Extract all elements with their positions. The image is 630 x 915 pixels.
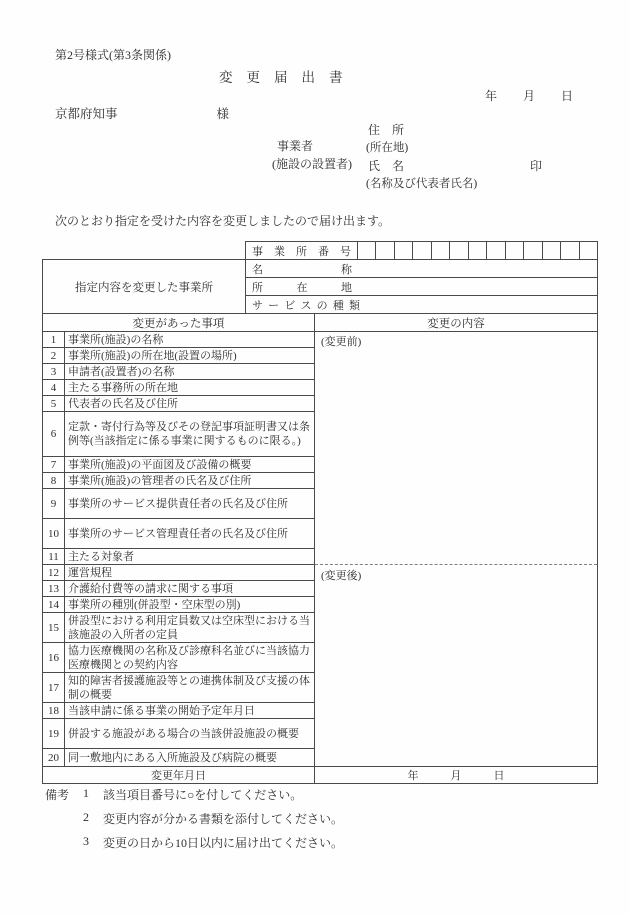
page-title: 変更届出書 xyxy=(219,70,357,85)
declaration-text: 次のとおり指定を受けた内容を変更しましたので届け出ます。 xyxy=(55,214,391,228)
office-number-cell xyxy=(486,242,504,259)
office-number-cell xyxy=(412,242,430,259)
month-label: 月 xyxy=(523,89,536,103)
date-line xyxy=(485,87,573,104)
office-location-label: 所在地 xyxy=(252,281,352,294)
row-number: 5 xyxy=(43,396,65,411)
row-number: 17 xyxy=(43,673,65,702)
row-label: 協力医療機関の名称及び診療科名並びに当該協力医療機関との契約内容 xyxy=(68,644,310,671)
office-number-cell xyxy=(449,242,467,259)
row-label: 定款・寄付行為等及びその登記事項証明書又は条例等(当該指定に係る事業に関するものに限る。) xyxy=(68,421,310,447)
table-row xyxy=(43,519,314,549)
table-row xyxy=(43,332,314,348)
table-row xyxy=(43,473,314,489)
row-label: 事業所のサービス提供責任者の氏名及び住所 xyxy=(68,497,288,510)
month-label: 月 xyxy=(450,770,462,782)
row-number: 14 xyxy=(43,597,65,612)
office-number-cell xyxy=(560,242,578,259)
table-row xyxy=(43,348,314,364)
row-label: 事業所の種別(併設型・空床型の別) xyxy=(68,598,241,611)
row-number: 16 xyxy=(43,643,65,672)
office-number-row xyxy=(42,241,598,259)
remark-item xyxy=(45,786,343,803)
table-body xyxy=(43,332,597,767)
office-name-row xyxy=(246,260,597,278)
row-label: 事業所(施設)の名称 xyxy=(68,333,164,346)
remark-item xyxy=(45,810,343,827)
service-type-row xyxy=(246,296,597,313)
row-number: 19 xyxy=(43,719,65,748)
before-change-label: (変更前) xyxy=(321,336,362,348)
day-label: 日 xyxy=(493,770,505,782)
row-label: 介護給付費等の請求に関する事項 xyxy=(68,582,233,595)
year-label: 年 xyxy=(485,89,498,103)
office-number-spacer xyxy=(42,241,245,259)
table-row xyxy=(43,703,314,719)
remark-number: 2 xyxy=(83,810,89,824)
addressee: 京都府知事 xyxy=(55,107,118,121)
before-change-cell xyxy=(315,332,597,565)
row-number: 11 xyxy=(43,549,65,564)
change-date-value xyxy=(315,767,597,783)
office-number-boxes xyxy=(358,241,598,259)
year-label: 年 xyxy=(407,770,419,782)
table-row xyxy=(43,380,314,396)
row-label: 代表者の氏名及び住所 xyxy=(68,397,178,410)
table-row xyxy=(43,489,314,519)
changed-office-label-cell: 指定内容を変更した事業所 xyxy=(43,260,246,313)
office-number-cell xyxy=(505,242,523,259)
change-table xyxy=(42,259,598,784)
name-label: 氏 名 xyxy=(368,159,405,173)
table-row xyxy=(43,457,314,473)
row-number: 20 xyxy=(43,749,65,766)
items-column-header: 変更があった事項 xyxy=(43,314,315,331)
row-number: 3 xyxy=(43,364,65,379)
office-info-header xyxy=(43,260,597,314)
office-number-label-cell xyxy=(245,241,358,259)
operator-label: 事業者 xyxy=(277,139,314,153)
office-location-row xyxy=(246,278,597,296)
table-row xyxy=(43,673,314,703)
row-label: 申請者(設置者)の名称 xyxy=(68,365,175,378)
table-row xyxy=(43,396,314,412)
row-number: 18 xyxy=(43,703,65,718)
table-row xyxy=(43,412,314,457)
row-label: 事業所(施設)の所在地(設置の場所) xyxy=(68,349,237,362)
office-number-cell xyxy=(542,242,560,259)
service-type-label: サービスの種類 xyxy=(252,299,360,312)
row-number: 4 xyxy=(43,380,65,395)
row-number: 15 xyxy=(43,613,65,642)
change-date-row xyxy=(43,767,597,783)
row-label: 当該申請に係る事業の開始予定年月日 xyxy=(68,704,255,717)
form-code: 第2号様式(第3条関係) xyxy=(55,48,171,62)
table-row xyxy=(43,364,314,380)
column-headers xyxy=(43,314,597,332)
office-number-cell xyxy=(431,242,449,259)
remark-number: 3 xyxy=(83,834,89,848)
row-label: 運営規程 xyxy=(68,566,112,579)
table-row xyxy=(43,565,314,581)
office-number-cell xyxy=(394,242,412,259)
row-label: 知的障害者援護施設等との連携体制及び支援の体制の概要 xyxy=(68,674,310,701)
after-change-cell xyxy=(315,565,597,766)
table-row xyxy=(43,549,314,565)
remark-text: 変更の日から10日以内に届け出てください。 xyxy=(103,836,344,850)
office-number-cell xyxy=(468,242,486,259)
office-number-label: 事業所番号 xyxy=(252,245,351,258)
after-change-label: (変更後) xyxy=(321,570,362,582)
office-name-label: 名称 xyxy=(252,263,352,276)
office-number-cell xyxy=(375,242,393,259)
row-label: 主たる対象者 xyxy=(68,550,134,563)
operator-sublabel: (施設の設置者) xyxy=(272,157,352,171)
row-label: 主たる事務所の所在地 xyxy=(68,381,178,394)
row-number: 1 xyxy=(43,332,65,347)
row-number: 6 xyxy=(43,412,65,456)
office-number-cell xyxy=(579,242,597,259)
office-fields xyxy=(246,260,597,313)
row-label: 併設型における利用定員数又は空床型における当該施設の入所者の定員 xyxy=(68,614,310,641)
remarks-label: 備考 xyxy=(45,788,70,802)
row-number: 8 xyxy=(43,473,65,488)
remark-text: 変更内容が分かる書類を添付してください。 xyxy=(103,812,344,826)
row-number: 13 xyxy=(43,581,65,596)
remark-item xyxy=(45,834,343,851)
office-number-cell xyxy=(358,242,375,259)
table-row xyxy=(43,613,314,643)
address-label: 住 所 xyxy=(368,123,405,137)
content-column xyxy=(315,332,597,766)
row-label: 同一敷地内にある入所施設及び病院の概要 xyxy=(68,751,277,764)
row-number: 9 xyxy=(43,489,65,518)
honorific: 様 xyxy=(216,107,229,121)
row-label: 併設する施設がある場合の当該併設施設の概要 xyxy=(68,727,299,740)
change-date-label: 変更年月日 xyxy=(43,767,315,783)
row-label: 事業所(施設)の管理者の氏名及び住所 xyxy=(68,474,252,487)
seal-label: 印 xyxy=(530,159,543,173)
table-row xyxy=(43,581,314,597)
remark-number: 1 xyxy=(83,786,89,800)
remark-text: 該当項目番号に○を付してください。 xyxy=(103,788,303,802)
row-label: 事業所のサービス管理責任者の氏名及び住所 xyxy=(68,527,288,540)
remarks-section xyxy=(45,786,343,858)
row-number: 2 xyxy=(43,348,65,363)
table-row xyxy=(43,719,314,749)
address-sublabel: (所在地) xyxy=(366,142,409,154)
items-column xyxy=(43,332,315,766)
day-label: 日 xyxy=(561,89,574,103)
table-row xyxy=(43,597,314,613)
row-label: 事業所(施設)の平面図及び設備の概要 xyxy=(68,458,252,471)
row-number: 7 xyxy=(43,457,65,472)
office-number-cell xyxy=(523,242,541,259)
name-sublabel: (名称及び代表者氏名) xyxy=(366,178,478,190)
table-row xyxy=(43,643,314,673)
addressee-row xyxy=(55,104,229,122)
content-column-header: 変更の内容 xyxy=(427,317,485,330)
table-row xyxy=(43,749,314,766)
row-number: 10 xyxy=(43,519,65,548)
row-number: 12 xyxy=(43,565,65,580)
